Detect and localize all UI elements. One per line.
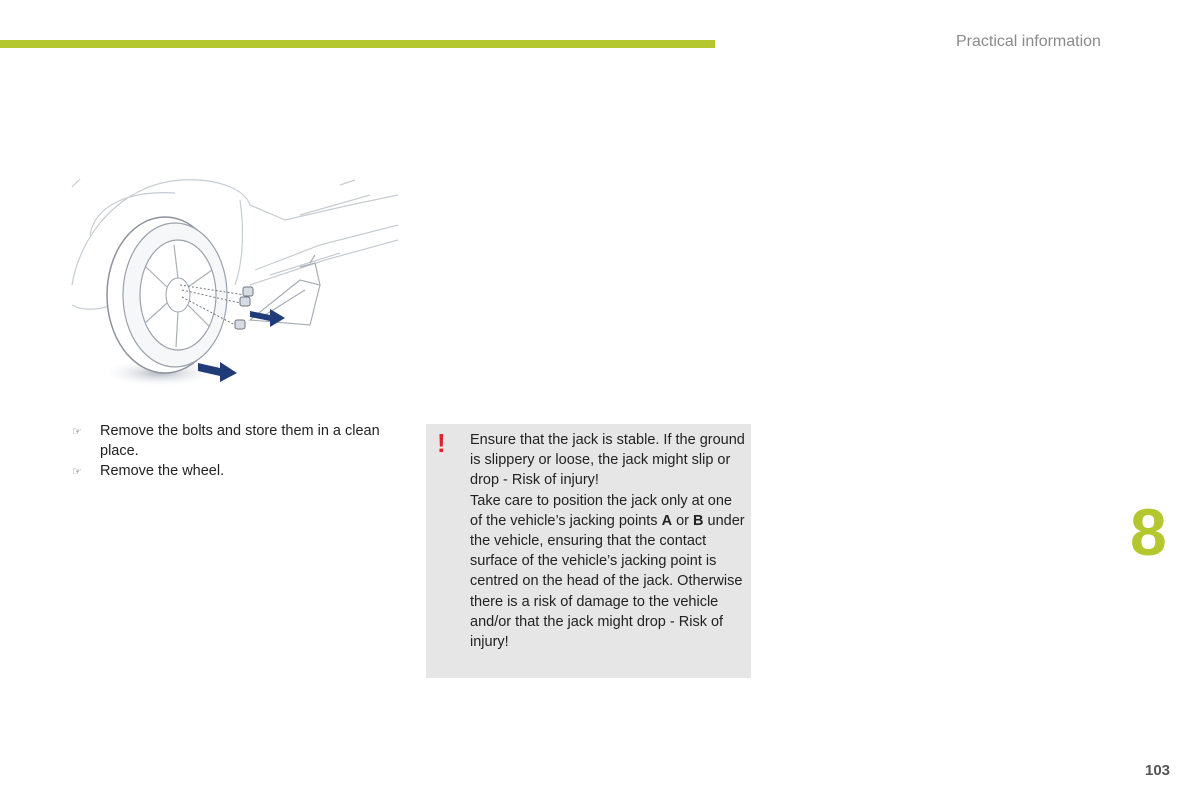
- warning-text-segment: under the vehicle, ensuring that the contact surface of the vehicle’s jacking point is centred on the head of the jack. Otherwise there is a risk of damage to the vehicle and/or that the jack might drop - Risk of injury!: [470, 512, 745, 651]
- header-accent-bar: [0, 40, 715, 48]
- warning-paragraph-1: Ensure that the jack is stable. If the ground is slippery or loose, the jack might slip or drop - Risk of injury!: [470, 432, 745, 489]
- section-title: Practical information: [956, 33, 1101, 50]
- warning-text-segment: Take care to position the jack only at one of the vehicle’s jacking points: [470, 492, 732, 529]
- warning-text: [470, 430, 746, 652]
- pointing-hand-icon: ☞: [72, 426, 82, 438]
- pointing-hand-icon: ☞: [72, 466, 82, 478]
- page-number: 103: [1145, 762, 1171, 779]
- warning-text-segment: or: [672, 512, 694, 529]
- instruction-list: [72, 421, 412, 481]
- warning-paragraph-2: [470, 491, 746, 653]
- warning-exclamation-icon: !: [437, 428, 446, 458]
- wheel-removal-illustration: [70, 175, 400, 390]
- jacking-point-a: A: [661, 512, 673, 529]
- step-text: Remove the wheel.: [100, 463, 225, 479]
- step-text: Remove the bolts and store them in a clean place.: [100, 423, 380, 459]
- chapter-number: 8: [1130, 495, 1167, 569]
- warning-box: [426, 424, 751, 678]
- list-item: [72, 461, 412, 481]
- list-item: [72, 421, 412, 461]
- jacking-point-b: B: [693, 512, 704, 529]
